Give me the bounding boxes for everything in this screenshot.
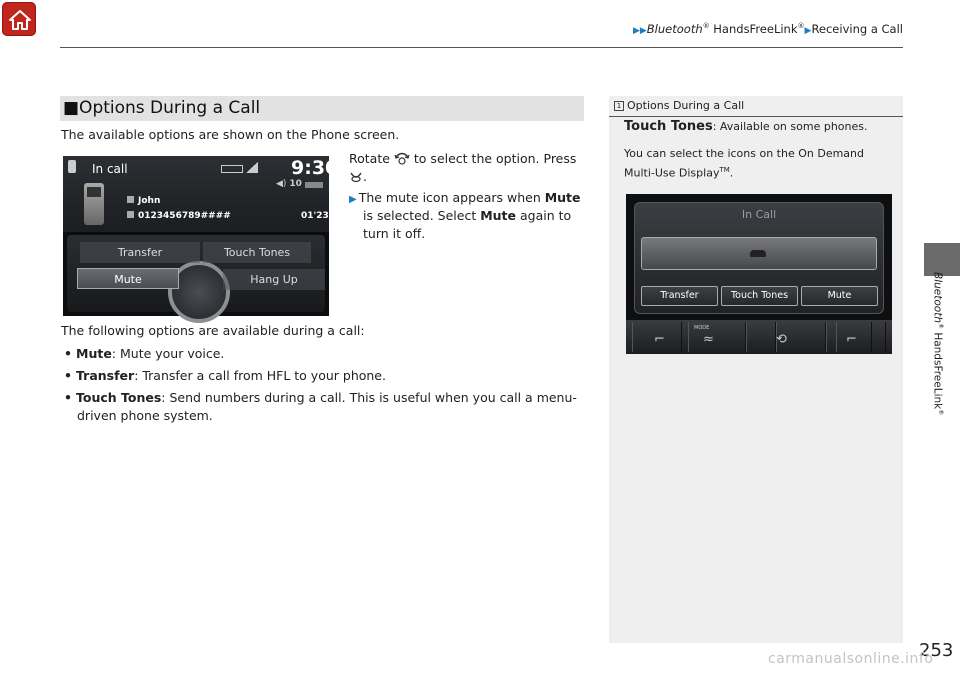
mute-option[interactable]: Mute [77, 268, 179, 289]
ondemand-note-line-2 [624, 162, 733, 182]
breadcrumb-arrow-icon: ▶▶ [632, 26, 647, 36]
registered-mark: ® [702, 22, 710, 31]
mode-label: MODE [694, 325, 710, 331]
mute-note-text: The mute icon appears when [358, 190, 545, 205]
touch-tones-term: Touch Tones [624, 119, 713, 134]
caller-name [127, 196, 160, 206]
registered-mark: ® [937, 322, 944, 329]
mute-note-text: is selected. Select [363, 208, 481, 223]
hang-up-option[interactable]: Hang Up [223, 269, 325, 290]
side-note-divider [609, 116, 903, 117]
call-elapsed-time: 01'23 [301, 211, 329, 221]
phone-screen-image [63, 156, 339, 316]
rotate-knob-icon [394, 151, 410, 165]
ondemand-note-line-1: You can select the icons on the On Demand [624, 147, 864, 160]
options-intro: The following options are available during a call: [61, 323, 365, 338]
rotate-text: Rotate [349, 151, 390, 166]
touch-tones-button[interactable]: Touch Tones [721, 286, 798, 306]
mute-term: Mute [544, 190, 581, 205]
bullet-icon: • [64, 346, 72, 361]
bullet-term: Touch Tones [76, 390, 162, 405]
breadcrumb [633, 22, 903, 36]
press-instruction [349, 168, 367, 186]
hang-up-button[interactable] [641, 237, 877, 270]
mute-term: Mute [480, 208, 517, 223]
side-note-title: Options During a Call [627, 99, 745, 112]
bullet-desc: : Send numbers during a call. This is useful when you call a menu- [161, 390, 577, 405]
home-button[interactable] [2, 2, 36, 36]
bullet-desc: : Transfer a call from HFL to your phone. [134, 368, 386, 383]
home-icon [8, 8, 32, 32]
note-arrow-icon: ▶ [349, 194, 357, 205]
bullet-icon: • [64, 368, 72, 383]
seat-heater-icon: ⌐ [654, 332, 665, 347]
bullet-touch-tones [64, 389, 577, 407]
reference-number-icon: 1 [614, 101, 624, 111]
seat-heater-right-key[interactable] [836, 322, 886, 352]
screen-title: In Call [741, 208, 777, 221]
registered-mark: ® [797, 22, 805, 31]
on-demand-display-image [626, 194, 892, 354]
mute-note-line-1 [349, 189, 581, 209]
screen-title: In call [92, 162, 128, 176]
phone-status-icon [68, 160, 76, 173]
volume-level [276, 179, 302, 189]
chapter-tab-label [930, 272, 946, 452]
watermark: carmanualsonline.info [768, 651, 934, 667]
airflow-icon: ≈ [703, 332, 714, 347]
breadcrumb-arrow-icon: ▶ [804, 26, 812, 36]
mute-note-text: again to [516, 208, 572, 223]
caller-number-text: 0123456789#### [138, 211, 231, 221]
bullet-term: Transfer [76, 368, 135, 383]
press-period: . [363, 169, 367, 184]
recirculation-icon: ⟲ [776, 332, 787, 347]
rotate-instruction [349, 150, 576, 168]
clock: 9:30 [291, 157, 339, 179]
transfer-button[interactable]: Transfer [641, 286, 718, 306]
trademark-mark: TM [719, 166, 730, 174]
seat-heater-icon: ⌐ [846, 332, 857, 347]
battery-icon [221, 165, 243, 173]
contact-icon [127, 196, 134, 203]
touch-tones-option[interactable]: Touch Tones [203, 242, 311, 263]
bullet-mute [64, 345, 224, 363]
mute-note-line-3: turn it off. [363, 226, 426, 241]
volume-bar [305, 182, 323, 188]
registered-mark: ® [937, 409, 944, 416]
chapter-label-handsfreelink: HandsFreeLink [931, 328, 944, 410]
number-icon [127, 211, 134, 218]
caller-name-text: John [138, 196, 161, 206]
breadcrumb-item-bluetooth[interactable]: Bluetooth [646, 22, 703, 36]
breadcrumb-item-receiving-a-call[interactable]: Receiving a Call [811, 22, 903, 36]
intro-text: The available options are shown on the Phone screen. [61, 127, 400, 142]
bullet-touch-tones-cont: driven phone system. [77, 408, 213, 423]
signal-icon [246, 162, 258, 173]
touch-tones-desc: : Available on some phones. [712, 120, 868, 133]
caller-number [127, 211, 231, 221]
header-divider [60, 47, 903, 48]
breadcrumb-item-handsfreelink[interactable]: HandsFreeLink [709, 22, 798, 36]
mute-note-line-2 [363, 207, 571, 225]
ondemand-period: . [729, 166, 734, 180]
touch-tones-note [624, 119, 867, 135]
section-title: ■Options During a Call [60, 96, 584, 121]
handset-icon [750, 250, 766, 257]
bullet-transfer [64, 367, 386, 385]
bullet-icon: • [64, 390, 72, 405]
blank-key[interactable] [746, 322, 776, 352]
bullet-desc: : Mute your voice. [111, 346, 225, 361]
mute-button[interactable]: Mute [801, 286, 878, 306]
speaker-icon: ◀) [276, 179, 287, 189]
ondemand-text: Multi-Use Display [624, 166, 720, 180]
mobile-phone-icon [84, 183, 104, 225]
press-knob-icon [349, 169, 363, 183]
transfer-option[interactable]: Transfer [80, 242, 200, 263]
rotate-text-cont: to select the option. Press [413, 151, 577, 166]
bullet-term: Mute [76, 346, 112, 361]
volume-value: 10 [289, 179, 302, 189]
chapter-label-bluetooth: Bluetooth [931, 272, 944, 323]
side-note-header [614, 99, 744, 112]
page-number: 253 [919, 640, 954, 661]
